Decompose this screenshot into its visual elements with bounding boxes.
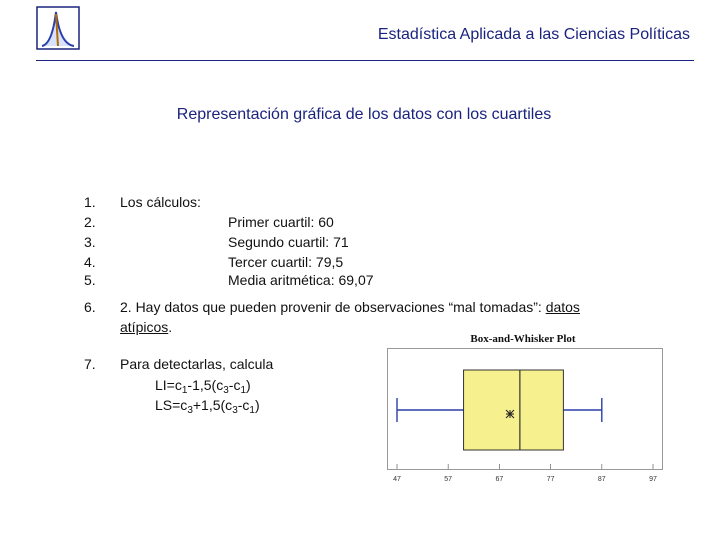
list-number: 2. <box>84 214 96 230</box>
x-tick-label: 57 <box>444 476 453 483</box>
second-quartile-text: Segundo cuartil: 71 <box>228 234 349 250</box>
outliers-period: . <box>168 319 173 335</box>
x-tick-label: 97 <box>649 476 657 483</box>
x-tick-label: 77 <box>546 476 555 483</box>
header-divider <box>36 60 694 61</box>
x-tick-label: 87 <box>597 476 606 483</box>
box-whisker-chart <box>387 348 663 470</box>
list-number: 4. <box>84 254 96 270</box>
chart-title: Box-and-Whisker Plot <box>470 333 576 345</box>
list-number: 5. <box>84 272 96 288</box>
third-quartile-text: Tercer cuartil: 79,5 <box>228 254 344 270</box>
x-tick-label: 47 <box>393 476 401 483</box>
list-number: 1. <box>84 194 96 210</box>
university-logo-icon <box>36 6 80 50</box>
outliers-term: datos <box>545 299 580 315</box>
mean-text: Media aritmética: 69,07 <box>228 272 374 288</box>
list-number: 7. <box>84 356 96 372</box>
course-title: Estadística Aplicada a las Ciencias Políticas <box>377 26 690 43</box>
lower-limit-formula: $LI=c_1-1,5(c_3-c_1)$ <box>155 377 251 396</box>
slide-title: Representación gráfica de los datos con los cuartiles <box>176 106 552 123</box>
outliers-text: 2. Hay datos que pueden provenir de observaciones “mal tomadas”: <box>120 299 546 315</box>
upper-limit-formula: $LS=c_3+1,5(c_3-c_1)$ <box>155 397 260 416</box>
outliers-term-cont: atípicos <box>120 319 169 335</box>
list-number: 6. <box>84 299 96 315</box>
detect-text: Para detectarlas, calcula <box>120 356 274 372</box>
outliers-paragraph <box>120 297 660 337</box>
calculations-label: Los cálculos: <box>120 194 201 210</box>
list-number: 3. <box>84 234 96 250</box>
first-quartile-text: Primer cuartil: 60 <box>228 214 334 230</box>
x-tick-label: 67 <box>495 476 504 483</box>
